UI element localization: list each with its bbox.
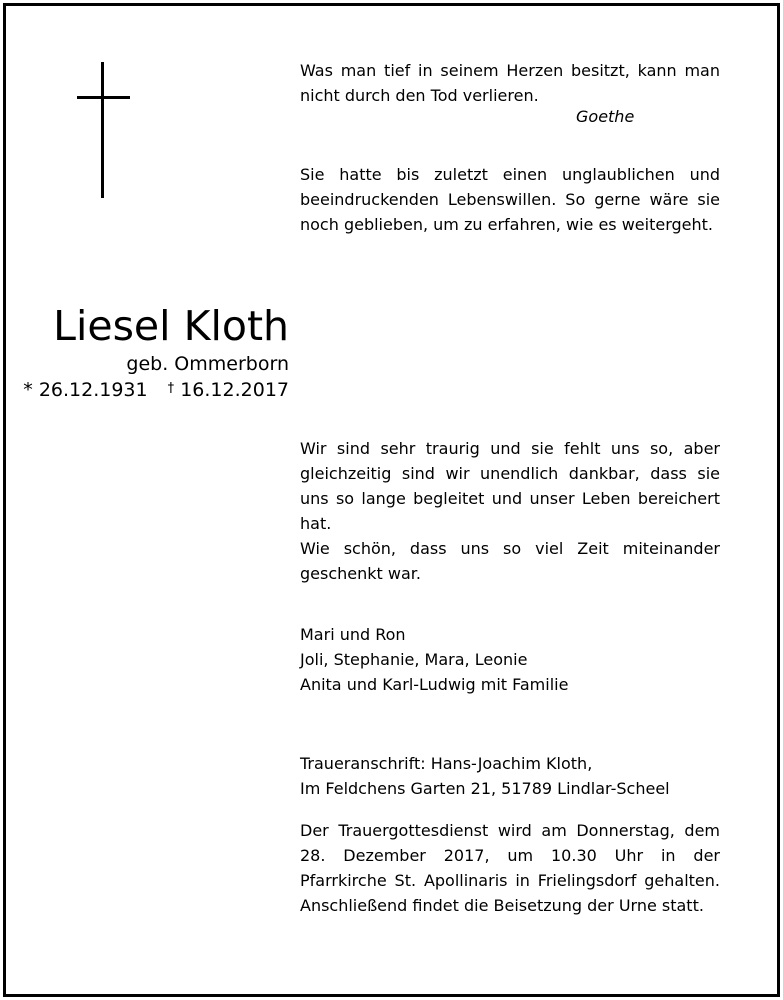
death-cross-icon: † xyxy=(167,381,175,396)
death-date: 16.12.2017 xyxy=(180,379,289,401)
family-list xyxy=(300,622,720,697)
mourning-address xyxy=(300,751,720,801)
funeral-service-text: Der Trauergottesdienst wird am Donnerstag, dem 28. Dezember 2017, um 10.30 Uhr in der Pfarrkirche St. Apollinaris in Frielingsdorf gehalten. Anschließend findet die Beisetzung der Urne statt. xyxy=(300,821,720,915)
cross-vertical-bar xyxy=(101,62,104,198)
family-line: Mari und Ron xyxy=(300,625,406,644)
tribute-block xyxy=(300,436,720,586)
tribute-text-2: Wie schön, dass uns so viel Zeit miteinander geschenkt war. xyxy=(300,539,720,583)
deceased-name: Liesel Kloth xyxy=(53,302,289,350)
address-line: Im Feldchens Garten 21, 51789 Lindlar-Scheel xyxy=(300,779,670,798)
address-line: Traueranschrift: Hans-Joachim Kloth, xyxy=(300,754,593,773)
family-line: Anita und Karl-Ludwig mit Familie xyxy=(300,675,569,694)
cross-horizontal-bar xyxy=(77,96,130,99)
life-dates xyxy=(23,375,289,404)
family-line: Joli, Stephanie, Mara, Leonie xyxy=(300,650,528,669)
birth-symbol: * xyxy=(23,379,33,401)
tribute-text: Wir sind sehr traurig und sie fehlt uns so, aber gleichzeitig sind wir unendlich dankbar, dass sie uns so lange begleitet und unser Leben bereichert hat. xyxy=(300,439,720,533)
maiden-name: geb. Ommerborn xyxy=(126,353,289,375)
quote-author: Goethe xyxy=(576,107,635,126)
birth-date: 26.12.1931 xyxy=(38,379,148,401)
intro-text: Sie hatte bis zuletzt einen unglaublichen und beeindruckenden Lebenswillen. So gerne wäre sie noch geblieben, um zu erfahren, wie es weitergeht. xyxy=(300,165,720,234)
quote-text: Was man tief in seinem Herzen besitzt, kann man nicht durch den Tod verlieren. xyxy=(300,61,720,105)
